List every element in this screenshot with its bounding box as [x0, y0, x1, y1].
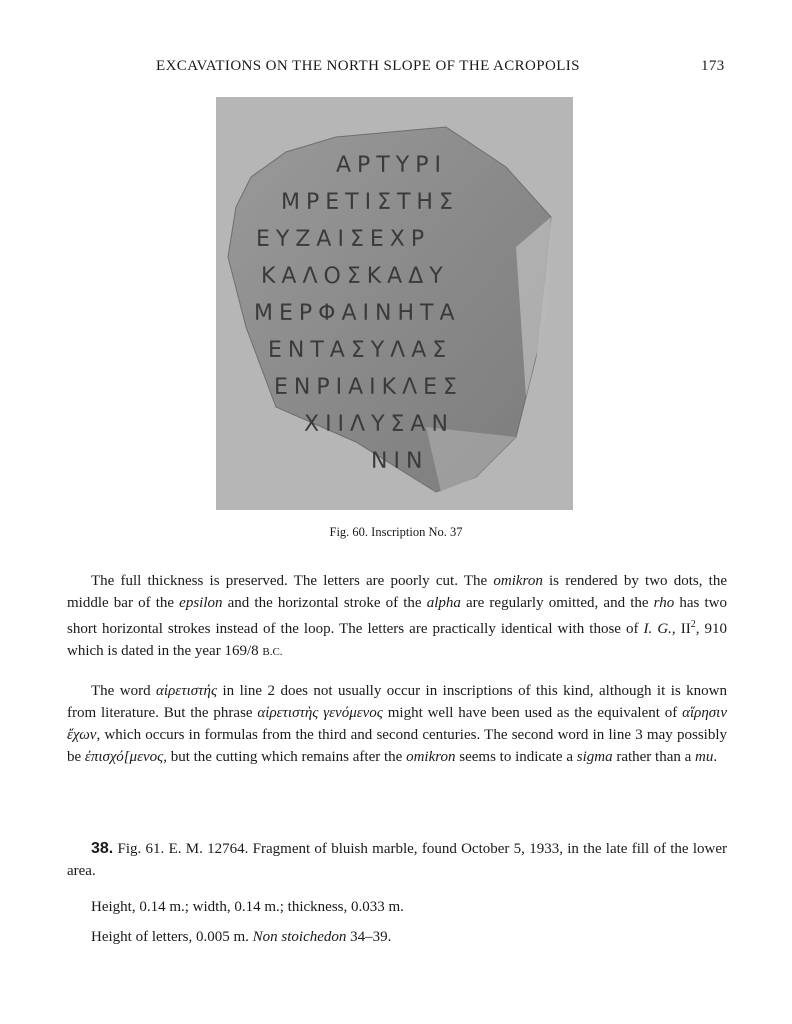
- inscription-line: ΜΕΡΦΑΙΝΗΤΑ: [254, 301, 461, 326]
- dimensions-line: Height, 0.14 m.; width, 0.14 m.; thickness, 0.033 m.: [91, 899, 404, 915]
- page-number: 173: [701, 58, 725, 74]
- entry-description: Fig. 61. E. M. 12764. Fragment of bluish marble, found October 5, 1933, in the late fill of the lower area.: [67, 841, 727, 879]
- inscription-photograph: [216, 97, 573, 510]
- entry-number: 38.: [91, 840, 114, 857]
- figure-caption: Fig. 60. Inscription No. 37: [329, 525, 463, 539]
- entry-38: [67, 838, 727, 882]
- inscription-line: ΚΑΛΟΣΚΑΔΥ: [261, 264, 449, 289]
- paragraph-commentary: The word αἱρετιστής in line 2 does not usually occur in inscriptions of this kind, although it is known from literature. But the phrase αἱρετιστὴς γενόμενος might well have been used as the equivalent of αἵρησιν ἔχων, which occurs in formulas from the third and second centuries. The second word in line 3 may possibly be ἐπισχό[μενος, but the cutting which remains after the omikron seems to indicate a sigma rather than a mu.: [67, 683, 727, 765]
- inscription-line: ΝΙΝ: [371, 449, 429, 474]
- paragraph-description: The full thickness is preserved. The letters are poorly cut. The omikron is rendered by two dots, the middle bar of the epsilon and the horizontal stroke of the alpha are regularly omitted, and the rho has two short horizontal strokes instead of the loop. The letters are practically identical with those of I. G., $II^2$, 910 which is dated in the year 169/8 B.C.: [67, 573, 728, 659]
- running-title: EXCAVATIONS ON THE NORTH SLOPE OF THE ACROPOLIS: [156, 58, 580, 74]
- inscription-line: ΜΡΕΤΙΣΤΗΣ: [281, 190, 459, 215]
- running-header: [0, 58, 792, 78]
- inscription-line: ΧΙΙΛΥΣΑΝ: [304, 412, 454, 437]
- inscription-line: ΑΡΤΥΡΙ: [336, 153, 447, 178]
- inscription-line: ΕΝΡΙΑΙΚΛΕΣ: [274, 375, 463, 400]
- letter-height-line: Height of letters, 0.005 m. Non stoichedon 34–39.: [91, 929, 392, 945]
- inscription-line: ΕΝΤΑΣΥΛΑΣ: [268, 338, 453, 363]
- stone-fragment-image: [216, 97, 573, 510]
- inscription-line: ΕΥΖΑΙΣΕΧΡ: [256, 227, 431, 252]
